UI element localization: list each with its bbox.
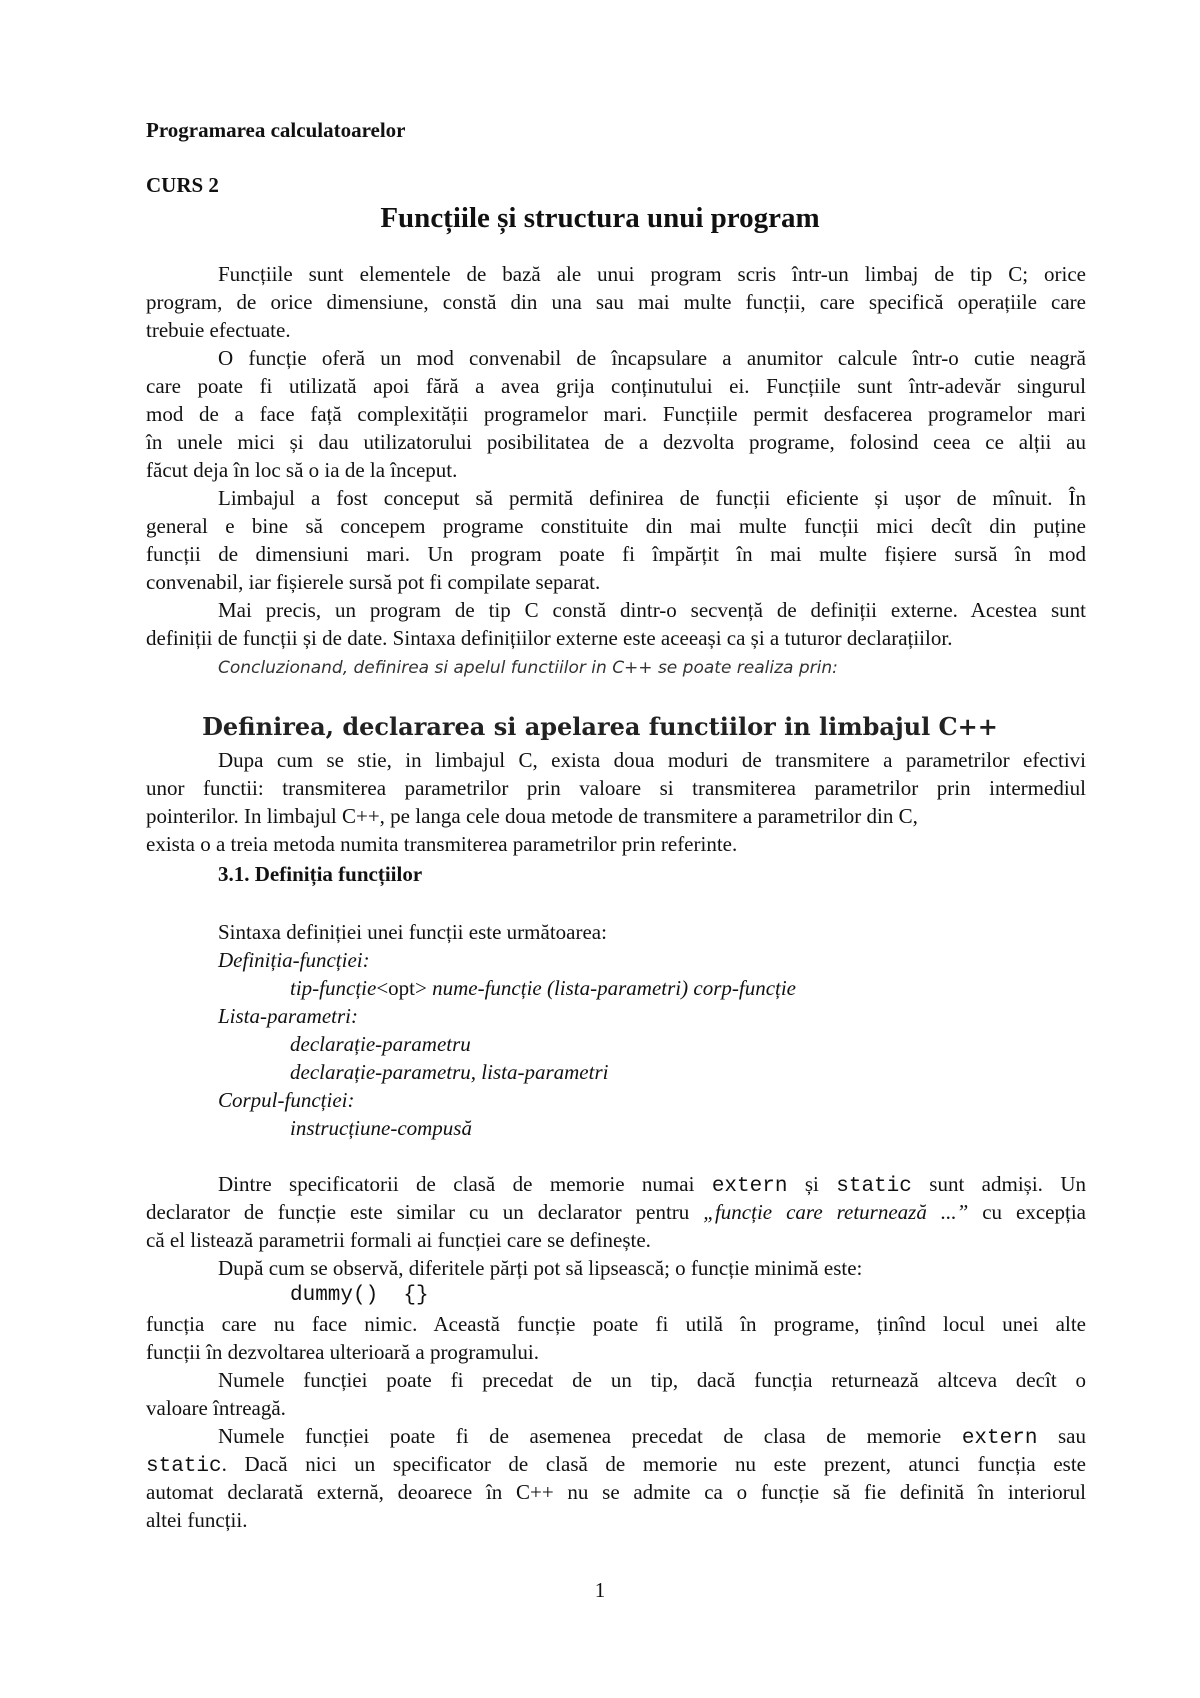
syntax-term: declarație-parametru <box>290 1032 471 1056</box>
paragraph-line: Dupa cum se stie, in limbajul C, exista doua moduri de transmitere a parametrilor efectivi <box>218 748 1086 772</box>
page-title: Funcțiile și structura unui program <box>380 202 820 234</box>
paragraph-line: exista o a treia metoda numita transmiterea parametrilor prin referinte. <box>146 832 738 856</box>
paragraph-line: Numele funcției poate fi precedat de un tip, dacă funcția returnează altceva decît o <box>218 1368 1086 1392</box>
paragraph-line: O funcție oferă un mod convenabil de încapsulare a anumitor calcule într-o cutie neagră <box>218 346 1086 370</box>
syntax-definition <box>290 974 796 1002</box>
quoted-phrase: „funcție care returnează ...” <box>703 1200 969 1224</box>
paragraph-line <box>146 1450 1086 1481</box>
paragraph-line <box>218 1422 1086 1453</box>
conclusion-note: Concluzionand, definirea si apelul functiilor in C++ se poate realiza prin: <box>218 658 838 678</box>
text-run: Dintre specificatorii de clasă de memorie numai <box>218 1172 712 1196</box>
paragraph-line: funcții în dezvoltarea ulterioară a programului. <box>146 1340 540 1364</box>
paragraph-line: trebuie efectuate. <box>146 318 291 342</box>
paragraph-line: convenabil, iar fișierele sursă pot fi compilate separat. <box>146 570 601 594</box>
syntax-term: declarație-parametru, lista-parametri <box>290 1060 609 1084</box>
paragraph-line: în unele mici și dau utilizatorului posibilitatea de a dezvolta programe, folosind ceea ce alții au <box>146 430 1086 454</box>
text-run: sunt admiși. Un <box>911 1172 1086 1196</box>
lecture-number: CURS 2 <box>146 173 219 197</box>
paragraph-line: program, de orice dimensiune, constă din una sau mai multe funcții, care specifică operațiile care <box>146 290 1086 314</box>
paragraph-line: unor functii: transmiterea parametrilor prin valoare si transmiterea parametrilor prin intermediul <box>146 776 1086 800</box>
text-run: declarator de funcție este similar cu un declarator pentru <box>146 1200 704 1224</box>
text-run: Numele funcției poate fi de asemenea precedat de clasa de memorie <box>218 1424 962 1448</box>
paragraph-line: general e bine să concepem programe constituite din mai multe funcții mici decît din puține <box>146 514 1086 538</box>
paragraph-line: automat declarată externă, deoarece în C++ nu se admite ca o funcție să fie definită în interiorul <box>146 1480 1086 1504</box>
section-heading: Definirea, declararea si apelarea functiilor in limbajul C++ <box>202 712 998 741</box>
subsection-heading: 3.1. Definiția funcțiilor <box>218 862 423 886</box>
paragraph-line: Mai precis, un program de tip C constă dintr-o secvență de definiții externe. Acestea sunt <box>218 598 1086 622</box>
code-keyword: extern <box>711 1175 788 1198</box>
paragraph-line: valoare întreagă. <box>146 1396 286 1420</box>
paragraph-line: făcut deja în loc să o ia de la început. <box>146 458 458 482</box>
text-run: . Dacă nici un specificator de clasă de memorie nu este prezent, atunci funcția este <box>221 1452 1086 1476</box>
paragraph-line <box>146 1198 1086 1226</box>
code-keyword: static <box>146 1455 222 1478</box>
paragraph-line: Limbajul a fost conceput să permită definirea de funcții eficiente și ușor de mînuit. În <box>218 486 1086 510</box>
paragraph-line: care poate fi utilizată apoi fără a avea grija conținutului ei. Funcțiile sunt într-adevăr singurul <box>146 374 1086 398</box>
code-example: dummy() {} <box>290 1284 429 1307</box>
syntax-opt: <opt> <box>376 976 427 1000</box>
syntax-term: nume-funcție (lista-parametri) corp-funcție <box>426 976 797 1000</box>
paragraph-line: că el listează parametrii formali ai funcției care se definește. <box>146 1228 651 1252</box>
paragraph-line: pointerilor. In limbajul C++, pe langa cele doua metode de transmitere a parametrilor din C, <box>146 804 918 828</box>
syntax-label: Definiția-funcției: <box>218 948 370 972</box>
syntax-term: instrucțiune-compusă <box>290 1116 472 1140</box>
paragraph-line <box>218 1170 1086 1201</box>
code-keyword: static <box>836 1175 912 1198</box>
paragraph-line: altei funcții. <box>146 1508 248 1532</box>
paragraph-line: mod de a face față complexității programelor mari. Funcțiile permit desfacerea programelor mari <box>146 402 1086 426</box>
paragraph-line: funcția care nu face nimic. Această funcție poate fi utilă în programe, ținînd locul unei alte <box>146 1312 1086 1336</box>
paragraph-line: definiții de funcții și de date. Sintaxa definițiilor externe este aceeași ca și a tuturor declarațiilor. <box>146 626 953 650</box>
code-keyword: extern <box>961 1427 1038 1450</box>
syntax-label: Corpul-funcției: <box>218 1088 355 1112</box>
syntax-term: tip-funcție <box>290 976 377 1000</box>
page-number: 1 <box>594 1578 606 1602</box>
text-run: sau <box>1037 1424 1086 1448</box>
syntax-label: Lista-parametri: <box>218 1004 359 1028</box>
text-run: și <box>787 1172 837 1196</box>
paragraph-line: Funcțiile sunt elementele de bază ale unui program scris într-un limbaj de tip C; orice <box>218 262 1086 286</box>
paragraph-line: funcții de dimensiuni mari. Un program poate fi împărțit în mai multe fișiere sursă în mod <box>146 542 1086 566</box>
paragraph-line: După cum se observă, diferitele părți pot să lipsească; o funcție minimă este: <box>218 1256 863 1280</box>
course-name: Programarea calculatoarelor <box>146 118 406 142</box>
text-run: cu excepția <box>968 1200 1086 1224</box>
syntax-intro: Sintaxa definiției unei funcții este următoarea: <box>218 920 607 944</box>
